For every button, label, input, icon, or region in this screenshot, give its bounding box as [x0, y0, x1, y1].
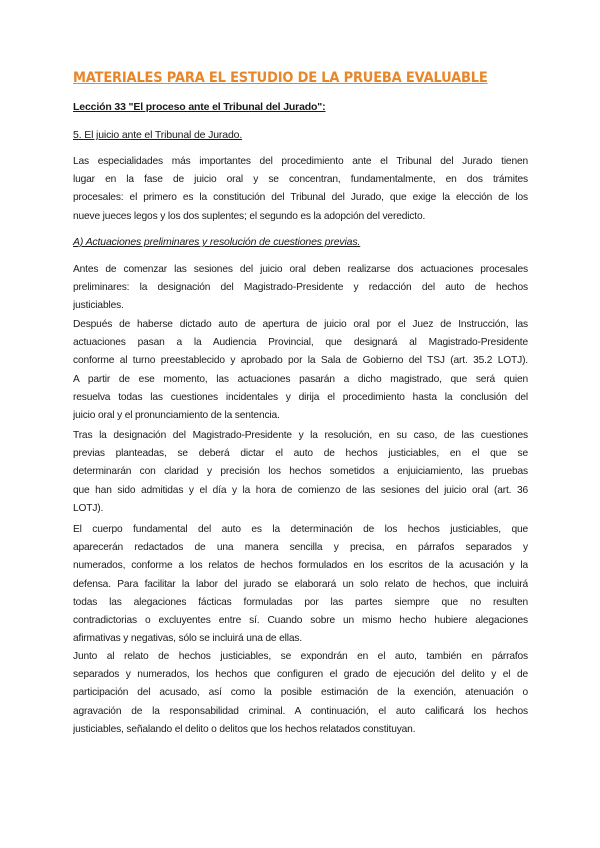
- paragraph-line: contradictorias o excluyentes entre sí. Cuando sobre un mismo hecho hubiere alegaciones: [73, 614, 528, 626]
- paragraph-line: resuelva todas las cuestiones incidentales y dirija el procedimiento hasta la conclusión del: [73, 391, 528, 403]
- paragraph-line: LOTJ).: [73, 502, 104, 514]
- paragraph-line: Junto al relato de hechos justiciables, se expondrán en el auto, también en párrafos: [73, 651, 528, 662]
- paragraph-line: A partir de ese momento, las actuaciones pasarán a dicho magistrado, que será quien: [73, 373, 528, 385]
- paragraph-line: agravación de la responsabilidad criminal. A continuación, el auto calificará los hechos: [73, 705, 528, 717]
- paragraph-line: afirmativas y negativas, sólo se incluirá una de ellas.: [73, 633, 303, 645]
- paragraph-line: determinarán con claridad y precisión los hechos sometidos a enjuiciamiento, las pruebas: [73, 466, 528, 478]
- paragraph: [73, 427, 528, 518]
- paragraph-line: conforme al turno preestablecido y aprobado por la Sala de Gobierno del TSJ (art. 35.2 LOTJ).: [73, 355, 528, 367]
- paragraph: [73, 316, 528, 425]
- paragraph-line: Antes de comenzar las sesiones del juicio oral deben realizarse dos actuaciones procesales: [73, 264, 528, 275]
- paragraph-line: Tras la designación del Magistrado-Presidente y la resolución, en su caso, de las cuestiones: [73, 430, 528, 441]
- paragraph-line: procesales: el primero es la constitución del Tribunal del Jurado, que exige la elección de los: [73, 192, 528, 204]
- paragraph-line: lugar en la fase de juicio oral y se concentran, fundamentalmente, en dos trámites: [73, 174, 528, 186]
- paragraph-line: justiciables, señalando el delito o delitos que los hechos relatados constituyan.: [73, 723, 416, 735]
- subsection-heading: A) Actuaciones preliminares y resolución de cuestiones previas.: [73, 236, 361, 248]
- paragraph-line: nueve jueces legos y los dos suplentes; el segundo es la adopción del veredicto.: [73, 210, 426, 222]
- paragraph: [73, 153, 528, 226]
- paragraph-line: El cuerpo fundamental del auto es la determinación de los hechos justiciables, que: [73, 524, 528, 535]
- paragraph-line: justiciables.: [73, 300, 124, 312]
- paragraph-line: participación del acusado, así como la posible estimación de la exención, atenuación o: [73, 687, 528, 699]
- paragraph-line: que han sido admitidas y el día y la hora de comienzo de las sesiones del juicio oral (art. 36: [73, 484, 528, 496]
- paragraph-line: Las especialidades más importantes del procedimiento ante el Tribunal del Jurado tienen: [73, 156, 528, 167]
- paragraph: [73, 521, 528, 648]
- paragraph-line: defensa. Para facilitar la labor del jurado se elaborará un solo relato de hechos, que incluirá: [73, 578, 528, 590]
- lesson-heading: Lección 33 "El proceso ante el Tribunal del Jurado":: [73, 101, 326, 113]
- paragraph-line: juicio oral y el pronunciamiento de la sentencia.: [73, 409, 280, 421]
- paragraph: [73, 261, 528, 316]
- document-title: MATERIALES PARA EL ESTUDIO DE LA PRUEBA EVALUABLE: [73, 70, 488, 86]
- paragraph-line: separados y numerados, los hechos que configuren el grado de ejecución del delito y el de: [73, 669, 528, 681]
- paragraph-line: preliminares: la designación del Magistrado-Presidente y redacción del auto de hechos: [73, 282, 528, 294]
- paragraph-line: previas planteadas, se deberá dictar el auto de hechos justiciables, en el que se: [73, 448, 528, 460]
- paragraph-line: Después de haberse dictado auto de apertura de juicio oral por el Juez de Instrucción, las: [73, 319, 528, 330]
- paragraph-line: todas las alegaciones fácticas formuladas por las partes siempre que no resulten: [73, 596, 528, 608]
- paragraph: [73, 648, 528, 739]
- section-heading: 5. El juicio ante el Tribunal de Jurado.: [73, 129, 243, 141]
- paragraph-line: numerados, conforme a los relatos de hechos formulados en los escritos de la acusación y la: [73, 560, 528, 572]
- paragraph-line: aparecerán redactados de una manera sencilla y precisa, en párrafos separados y: [73, 542, 528, 554]
- paragraph-line: actuaciones pasan a la Audiencia Provincial, que designará al Magistrado-Presidente: [73, 337, 528, 349]
